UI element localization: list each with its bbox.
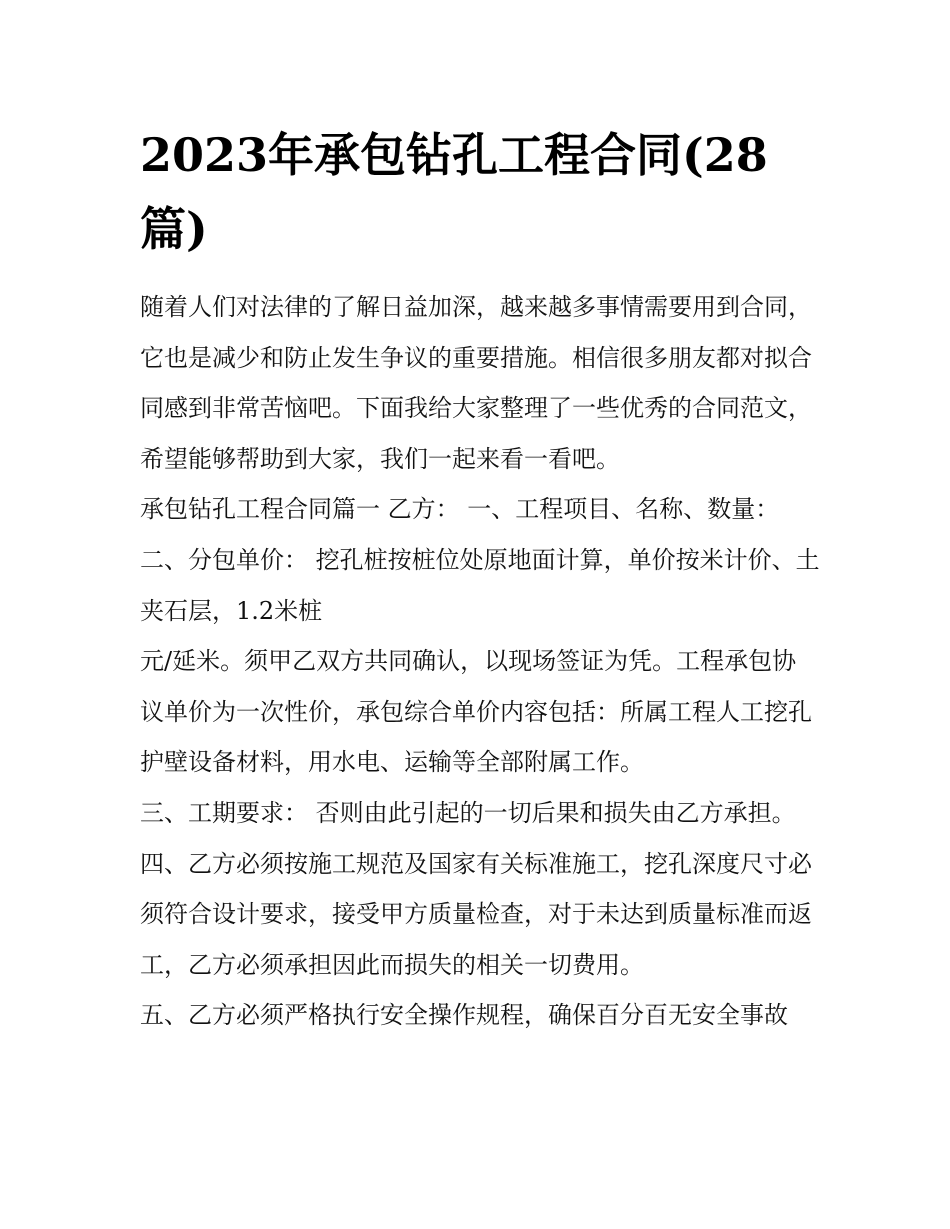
paragraph-section-one: 承包钻孔工程合同篇一 乙方： 一、工程项目、名称、数量：: [140, 495, 780, 524]
paragraph-section-four: 四、乙方必须按施工规范及国家有关标准施工，挖孔深度尺寸必须符合设计要求，接受甲方质量检查，对于未达到质量标准而返工，乙方必须承担因此而损失的相关一切费用。: [140, 849, 812, 979]
intro-paragraph: 随着人们对法律的了解日益加深，越来越多事情需要用到合同，它也是减少和防止发生争议的重要措施。相信很多朋友都对拟合同感到非常苦恼吧。下面我给大家整理了一些优秀的合同范文，希望能够帮助到大家，我们一起来看一看吧。: [140, 293, 812, 473]
document-body: [140, 282, 820, 1041]
paragraph-unit-price-detail: 元/延米。须甲乙双方共同确认，以现场签证为凭。工程承包协议单价为一次性价，承包综合单价内容包括：所属工程人工挖孔护壁设备材料，用水电、运输等全部附属工作。: [140, 647, 812, 777]
paragraph-section-three: 三、工期要求： 否则由此引起的一切后果和损失由乙方承担。: [140, 798, 796, 827]
paragraph-section-two: 二、分包单价： 挖孔桩按桩位处原地面计算，单价按米计价、土夹石层，1.2米桩: [140, 545, 820, 625]
document-title: 2023年承包钻孔工程合同(28篇): [140, 128, 768, 256]
paragraph-section-five: 五、乙方必须严格执行安全操作规程，确保百分百无安全事故: [140, 1001, 788, 1030]
